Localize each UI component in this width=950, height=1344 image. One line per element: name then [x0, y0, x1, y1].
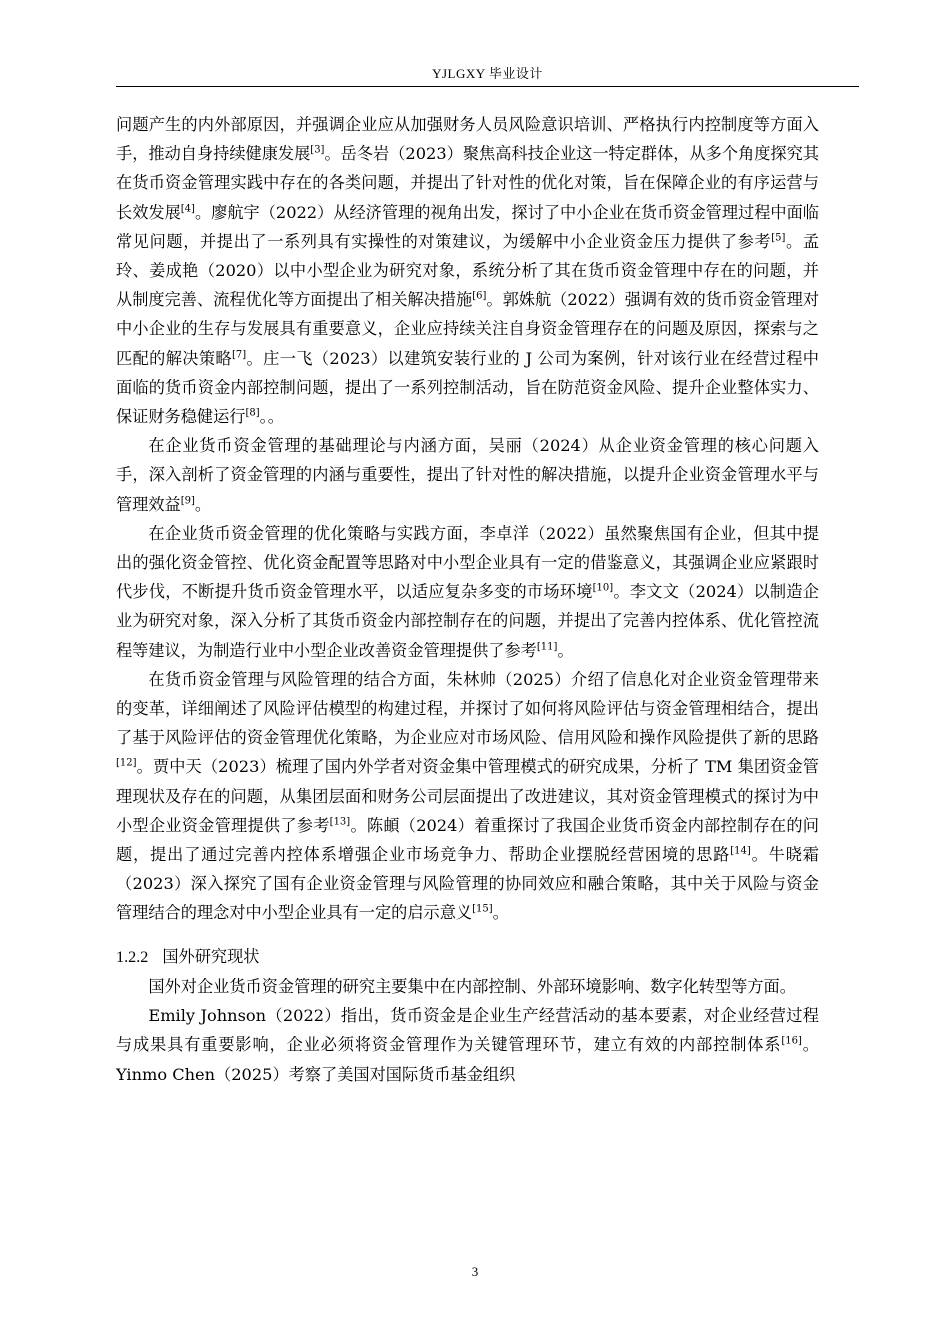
paragraph: 国外对企业货币资金管理的研究主要集中在内部控制、外部环境影响、数字化转型等方面。: [148, 976, 796, 996]
citation-marker: [9]: [180, 495, 195, 507]
citation-marker: [15]: [472, 904, 493, 916]
section-title: 国外研究现状: [162, 946, 260, 966]
citation-marker: [14]: [730, 845, 751, 857]
citation-marker: [10]: [592, 582, 614, 594]
citation-marker: [12]: [116, 758, 137, 770]
page-number: 3: [471, 1264, 479, 1279]
paragraph: 问题产生的内外部原因，并强调企业应从加强财务人员风险意识培训、严格执行内控制度等方面入手，推动自身持续健康发展[3]。岳冬岩（2023）聚焦高科技企业这一特定群体，从多个角度探究其在货币资金管理实践中存在的各类问题，并提出了针对性的优化对策，旨在保障企业的有序运营与长效发展[4]。廖航宇（2022）从经济管理的视角出发，探讨了中小企业在货币资金管理过程中面临常见问题，并提出了一系列具有实操性的对策建议，为缓解中小企业资金压力提供了参考[5]。孟玲、姜成艳（2020）以中小型企业为研究对象，系统分析了其在货币资金管理中存在的问题，并从制度完善、流程优化等方面提出了相关解决措施[6]。郭姝航（2022）强调有效的货币资金管理对中小企业的生存与发展具有重要意义，企业应持续关注自身资金管理存在的问题及原因，探索与之匹配的解决策略[7]。庄一飞（2023）以建筑安装行业的 J 公司为案例，针对该行业在经营过程中面临的货币资金内部控制问题，提出了一系列控制活动，旨在防范资金风险、提升企业整体实力、保证财务稳健运行[8]。。: [116, 115, 820, 427]
section-number: 1.2.2: [116, 947, 149, 966]
paragraph: Emily Johnson（2022）指出，货币资金是企业生产经营活动的基本要素，对企业经营过程与成果具有重要影响，企业必须将资金管理作为关键管理环节，建立有效的内部控制体系[16]。Yinmo Chen（2025）考察了美国对国际货币基金组织: [116, 1006, 819, 1084]
paragraph: 在企业货币资金管理的基础理论与内涵方面，吴丽（2024）从企业资金管理的核心问题入手，深入剖析了资金管理的内涵与重要性，提出了针对性的解决措施，以提升企业资金管理水平与管理效益[9]。: [116, 436, 819, 514]
citation-marker: [4]: [180, 203, 195, 215]
page-header: YJLGXY 毕业设计: [432, 66, 543, 81]
citation-marker: [13]: [329, 816, 351, 828]
citation-marker: [16]: [781, 1035, 802, 1047]
header-divider: [116, 86, 859, 87]
paragraph: 在企业货币资金管理的优化策略与实践方面，李卓洋（2022）虽然聚焦国有企业，但其中提出的强化资金管控、优化资金配置等思路对中小型企业具有一定的借鉴意义，其强调企业应紧跟时代步伐，不断提升货币资金管理水平，以适应复杂多变的市场环境[10]。李文文（2024）以制造企业为研究对象，深入分析了其货币资金内部控制存在的问题，并提出了完善内控体系、优化管控流程等建议，为制造行业中小型企业改善资金管理提供了参考[11]。: [116, 523, 819, 660]
citation-marker: [6]: [472, 290, 487, 302]
citation-marker: [3]: [310, 144, 325, 156]
citation-marker: [5]: [771, 232, 786, 244]
citation-marker: [11]: [536, 641, 558, 653]
citation-marker: [7]: [232, 349, 247, 361]
citation-marker: [8]: [245, 407, 260, 419]
paragraph: 在货币资金管理与风险管理的结合方面，朱林帅（2025）介绍了信息化对企业资金管理带来的变革，详细阐述了风险评估模型的构建过程，并探讨了如何将风险评估与资金管理相结合，提出了基于风险评估的资金管理优化策略，为企业应对市场风险、信用风险和操作风险提供了新的思路[12]。贾中天（2023）梳理了国内外学者对资金集中管理模式的研究成果，分析了 TM 集团资金管理现状及存在的问题，从集团层面和财务公司层面提出了改进建议，其对资金管理模式的探讨为中小型企业资金管理提供了参考[13]。陈頔（2024）着重探讨了我国企业货币资金内部控制存在的问题，提出了通过完善内控体系增强企业市场竞争力、帮助企业摆脱经营困境的思路[14]。牛晓霜（2023）深入探究了国有企业资金管理与风险管理的协同效应和融合策略，其中关于风险与资金管理结合的理念对中小型企业具有一定的启示意义[15]。: [116, 669, 819, 923]
body-text: [116, 110, 819, 1089]
section-heading: [116, 942, 819, 972]
